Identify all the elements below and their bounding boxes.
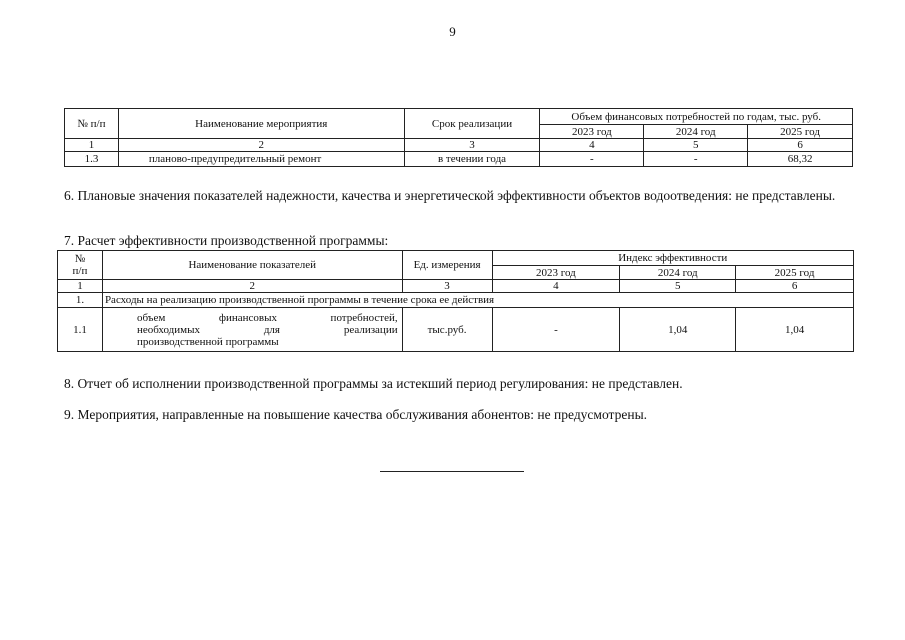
row-unit: тыс.руб.	[402, 308, 492, 352]
row-name-line: производственной программы	[136, 335, 279, 348]
column-number: 5	[620, 280, 736, 293]
col-header-num: № п/п	[65, 109, 119, 139]
column-number: 3	[404, 139, 540, 152]
row-name-line: объем финансовых потребностей,	[136, 311, 398, 324]
row-num: 1.1	[58, 308, 103, 352]
column-number: 6	[748, 139, 853, 152]
table-row	[58, 308, 854, 352]
col-header-finance: Объем финансовых потребностей по годам, тыс. руб.	[540, 109, 853, 125]
row-value-2023: -	[492, 308, 620, 352]
row-value-2025: 1,04	[736, 308, 854, 352]
column-number-row	[65, 139, 853, 152]
col-header-num	[58, 251, 103, 280]
section-8-paragraph: 8. Отчет об исполнении производственной программы за истекший период регулирования: не представлен.	[64, 376, 683, 391]
column-number: 3	[402, 280, 492, 293]
col-header-num-line1: №	[74, 253, 86, 265]
table-row	[65, 152, 853, 167]
row-period: в течении года	[404, 152, 540, 167]
col-header-year: 2025 год	[748, 125, 853, 139]
col-header-year: 2025 год	[736, 266, 854, 280]
column-number: 5	[644, 139, 748, 152]
col-header-num-line2: п/п	[72, 265, 88, 277]
efficiency-table	[57, 250, 854, 352]
row-name: планово-предупредительный ремонт	[118, 152, 404, 167]
page-number: 9	[449, 24, 456, 39]
column-number: 4	[492, 280, 620, 293]
col-header-index: Индекс эффективности	[492, 251, 853, 266]
col-header-year: 2024 год	[620, 266, 736, 280]
col-header-unit: Ед. измерения	[402, 251, 492, 280]
measures-table	[64, 108, 853, 167]
group-row	[58, 293, 854, 308]
col-header-name: Наименование показателей	[102, 251, 402, 280]
col-header-year: 2024 год	[644, 125, 748, 139]
column-number: 1	[65, 139, 119, 152]
row-value-2025: 68,32	[748, 152, 853, 167]
row-value-2023: -	[540, 152, 644, 167]
row-num: 1.3	[65, 152, 119, 167]
section-9-paragraph: 9. Мероприятия, направленные на повышение качества обслуживания абонентов: не предусмотрены.	[64, 407, 648, 422]
col-header-year: 2023 год	[492, 266, 620, 280]
column-number: 2	[118, 139, 404, 152]
row-value-2024: 1,04	[620, 308, 736, 352]
section-7-title: 7. Расчет эффективности производственной программы:	[64, 233, 389, 248]
group-num: 1.	[58, 293, 103, 308]
column-number: 1	[58, 280, 103, 293]
row-name	[102, 308, 402, 352]
col-header-period: Срок реализации	[404, 109, 540, 139]
closing-divider	[380, 471, 524, 472]
row-value-2024: -	[644, 152, 748, 167]
column-number: 6	[736, 280, 854, 293]
column-number-row	[58, 280, 854, 293]
column-number: 4	[540, 139, 644, 152]
col-header-year: 2023 год	[540, 125, 644, 139]
row-name-line: необходимых для реализации	[136, 323, 398, 336]
section-6-paragraph: 6. Плановые значения показателей надежности, качества и энергетической эффективности объектов водоотведения: не представлены.	[64, 188, 836, 203]
column-number: 2	[102, 280, 402, 293]
group-text: Расходы на реализацию производственной программы в течение срока ее действия	[102, 293, 853, 308]
col-header-name: Наименование мероприятия	[118, 109, 404, 139]
